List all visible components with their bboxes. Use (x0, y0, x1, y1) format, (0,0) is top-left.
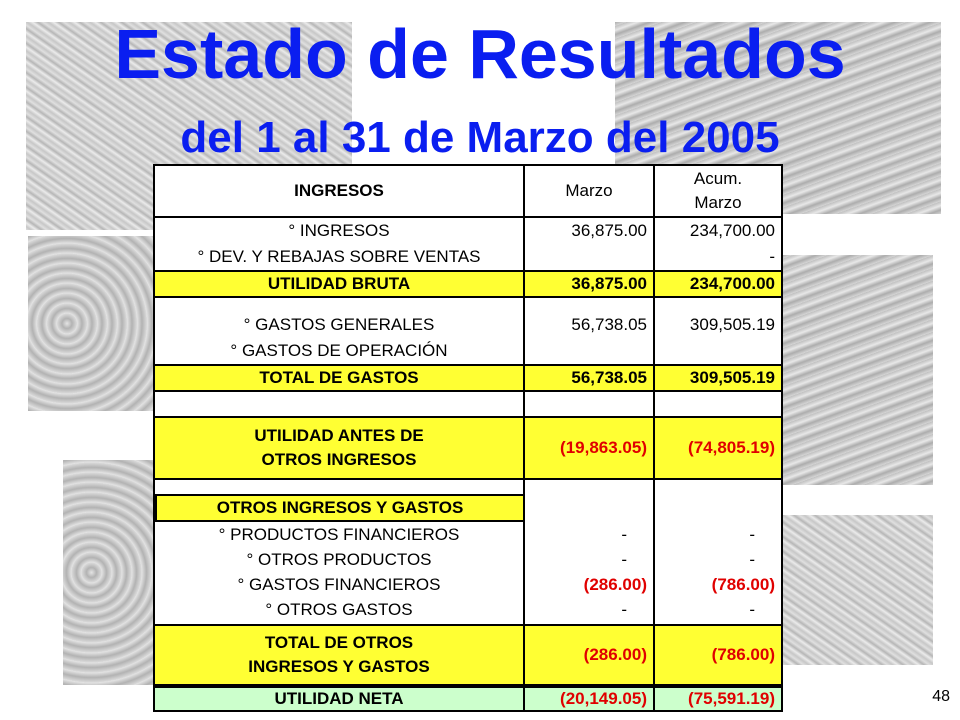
header-acum-line2: Marzo (694, 193, 742, 212)
ingresos-label: ° INGRESOS (288, 221, 390, 240)
header-marzo: Marzo (565, 181, 613, 200)
dev-acum: - (769, 247, 775, 266)
total-otros-marzo: (286.00) (583, 645, 647, 664)
productos-financieros-label: ° PRODUCTOS FINANCIEROS (218, 524, 460, 544)
row-blank-separator (155, 392, 781, 418)
row-dev-rebajas (155, 244, 781, 270)
dev-marzo (525, 244, 653, 270)
background-photo-bottom-left (63, 460, 158, 685)
row-productos-financieros (155, 522, 781, 547)
gastos-operacion-acum (655, 338, 781, 364)
utilidad-neta-marzo: (20,149.05) (560, 689, 647, 708)
header-row (155, 166, 781, 218)
gastos-financieros-label: ° GASTOS FINANCIEROS (237, 574, 441, 594)
otros-gastos-label: ° OTROS GASTOS (265, 599, 413, 619)
total-otros-line1: TOTAL DE OTROS (264, 633, 414, 652)
otros-productos-marzo: - (621, 549, 627, 569)
otros-header-label: OTROS INGRESOS Y GASTOS (155, 494, 525, 522)
header-ingresos: INGRESOS (294, 181, 384, 200)
row-otros-gastos (155, 597, 781, 622)
row-utilidad-antes (155, 418, 781, 480)
row-utilidad-neta (155, 686, 781, 710)
utilidad-neta-label: UTILIDAD NETA (274, 689, 404, 708)
otros-productos-acum: - (749, 549, 755, 569)
utilidad-antes-label (155, 418, 523, 478)
gastos-financieros-marzo: (286.00) (583, 574, 647, 594)
otros-gastos-acum: - (749, 599, 755, 619)
utilidad-neta-acum: (75,591.19) (688, 689, 775, 708)
row-total-gastos (155, 364, 781, 392)
column-divider-2 (653, 166, 655, 710)
gastos-operacion-label: ° GASTOS DE OPERACIÓN (230, 341, 448, 360)
total-otros-label (155, 626, 523, 684)
utilidad-bruta-marzo: 36,875.00 (571, 274, 647, 293)
row-otros-header (155, 494, 781, 522)
ingresos-marzo: 36,875.00 (571, 221, 647, 240)
total-gastos-marzo: 56,738.05 (571, 368, 647, 387)
total-gastos-label: TOTAL DE GASTOS (259, 368, 419, 387)
page-title: Estado de Resultados (114, 15, 846, 93)
header-acum-marzo (655, 166, 781, 216)
column-divider-1-lower (523, 522, 525, 710)
background-photo-bottom-right (783, 515, 933, 665)
productos-financieros-acum: - (749, 524, 755, 544)
row-ingresos (155, 218, 781, 244)
gastos-generales-label: ° GASTOS GENERALES (243, 315, 435, 334)
utilidad-antes-line1: UTILIDAD ANTES DE (254, 426, 424, 445)
utilidad-bruta-label: UTILIDAD BRUTA (267, 274, 411, 293)
total-gastos-acum: 309,505.19 (689, 368, 775, 387)
row-otros-productos (155, 547, 781, 572)
ingresos-acum: 234,700.00 (689, 221, 775, 240)
column-divider-1 (523, 166, 525, 494)
utilidad-antes-marzo: (19,863.05) (560, 438, 647, 457)
productos-financieros-marzo: - (621, 524, 627, 544)
background-photo-mid-right (783, 255, 933, 485)
gastos-generales-marzo: 56,738.05 (571, 315, 647, 334)
otros-productos-label: ° OTROS PRODUCTOS (246, 549, 432, 569)
gastos-generales-acum: 309,505.19 (689, 315, 775, 334)
header-acum-line1: Acum. (693, 169, 743, 188)
utilidad-bruta-acum: 234,700.00 (689, 274, 775, 293)
row-total-otros (155, 624, 781, 686)
row-gastos-financieros (155, 572, 781, 597)
otros-gastos-marzo: - (621, 599, 627, 619)
row-utilidad-bruta (155, 270, 781, 298)
utilidad-antes-line2: OTROS INGRESOS (261, 450, 417, 469)
total-otros-line2: INGRESOS Y GASTOS (248, 657, 430, 676)
gastos-financieros-acum: (786.00) (711, 574, 775, 594)
page-subtitle: del 1 al 31 de Marzo del 2005 (180, 113, 780, 162)
dev-label: ° DEV. Y REBAJAS SOBRE VENTAS (197, 247, 481, 266)
income-statement-table (153, 164, 783, 712)
total-otros-acum: (786.00) (711, 645, 775, 664)
row-gastos-generales (155, 312, 781, 338)
gastos-operacion-marzo (525, 338, 653, 364)
background-photo-mid-left (28, 236, 158, 411)
row-gastos-operacion (155, 338, 781, 364)
utilidad-antes-acum: (74,805.19) (688, 438, 775, 457)
page-number: 48 (932, 688, 950, 705)
